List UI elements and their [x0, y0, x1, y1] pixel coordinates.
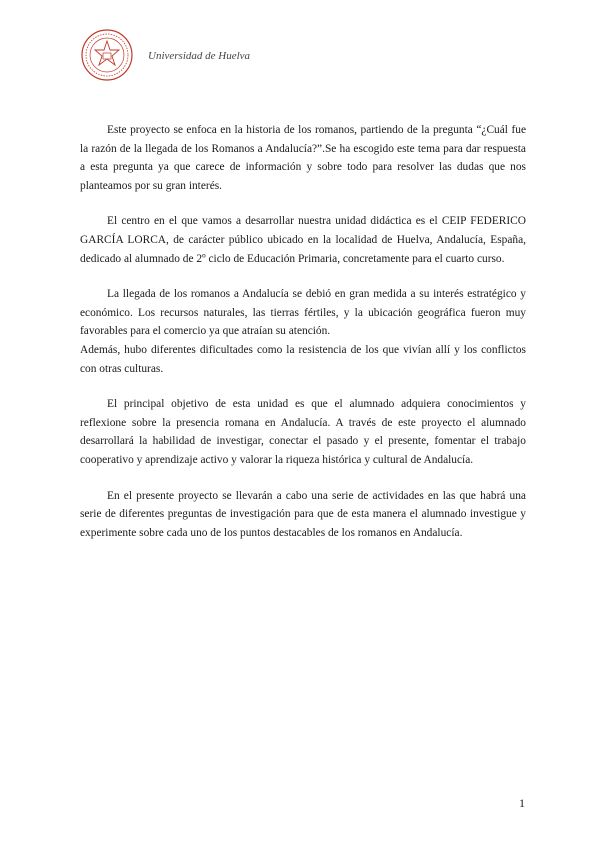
university-name: Universidad de Huelva: [148, 50, 251, 62]
paragraph-arrival: La llegada de los romanos a Andalucía se debió en gran medida a su interés estratégico y económico. Los recursos naturales, las tierras fértiles, y la ubicación geográfica fueron muy favorables para el comercio ya que atraían su atención.: [80, 288, 526, 338]
paragraph-intro: Este proyecto se enfoca en la historia de los romanos, partiendo de la pregunta “¿Cuál fue la razón de la llegada de los Romanos a Andalucía?”.Se ha escogido este tema para dar respuesta a esta pregunta ya que carece de información y sobre todo para resolver las dudas que nos planteamos por su gran interés.: [80, 124, 526, 192]
page-number: 1: [519, 796, 525, 810]
university-seal-icon: [80, 28, 134, 82]
paragraph-school: El centro en el que vamos a desarrollar nuestra unidad didáctica es el CEIP FEDERICO GARCÍA LORCA, de carácter público ubicado en la localidad de Huelva, Andalucía, España, dedicado al alumnado de 2º ciclo de Educación Primaria, concretamente para el cuarto curso.: [80, 215, 526, 265]
paragraph-activities: En el presente proyecto se llevarán a cabo una serie de actividades en las que habrá una serie de diferentes preguntas de investigación para que de esta manera el alumnado investigue y experimente sobre cada uno de los puntos destacables de los romanos en Andalucía.: [80, 489, 526, 539]
page-header: [80, 28, 520, 88]
paragraph-difficulties: Además, hubo diferentes dificultades como la resistencia de los que vivían allí y los conflictos con otras culturas.: [80, 343, 526, 375]
paragraph-objective: El principal objetivo de esta unidad es que el alumnado adquiera conocimientos y reflexione sobre la presencia romana en Andalucía. A través de este proyecto el alumnado desarrollará la habilidad de investigar, conectar el pasado y el presente, fomentar el trabajo cooperativo y aprendizaje activo y valorar la riqueza histórica y cultural de Andalucía.: [80, 398, 526, 466]
document-body: [80, 121, 526, 559]
